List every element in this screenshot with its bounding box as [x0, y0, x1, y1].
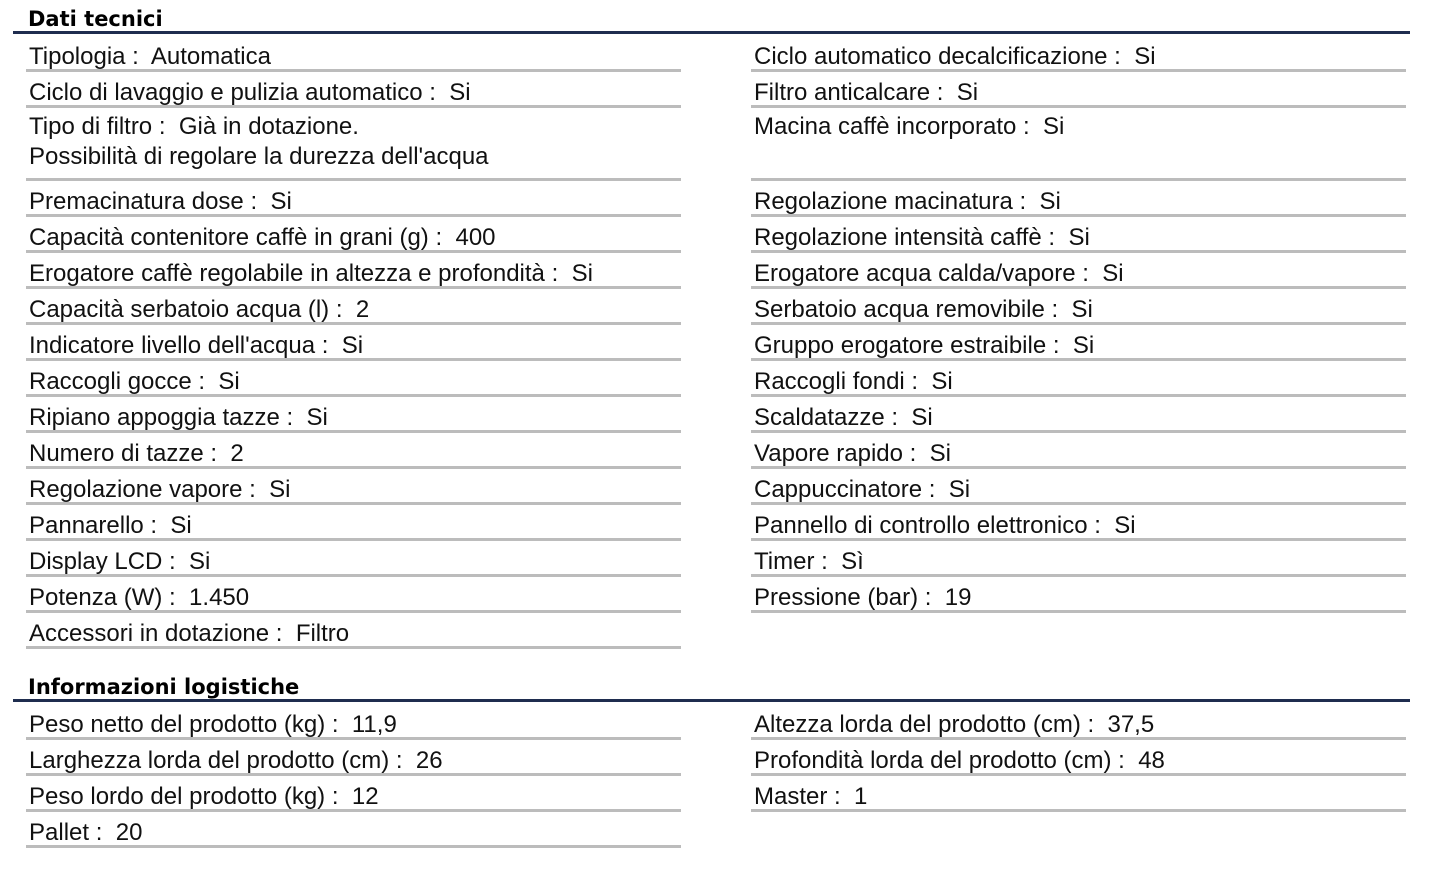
- spec-value: Si: [341, 332, 364, 359]
- spec-value: Si: [270, 188, 292, 215]
- spec-line: [29, 403, 681, 432]
- spec-separator: :: [162, 584, 190, 611]
- spec-line: [754, 782, 1406, 811]
- spec-text: [29, 397, 681, 432]
- technical-right-column: [751, 36, 1406, 613]
- spec-separator: :: [1111, 747, 1139, 774]
- spec-label: Display LCD: [29, 548, 163, 575]
- spec-label: Pannarello: [29, 512, 144, 539]
- spec-row: [26, 361, 681, 397]
- spec-label: Regolazione vapore: [29, 476, 243, 503]
- spec-label: Indicatore livello dell'acqua: [29, 332, 316, 359]
- spec-value: Si: [1043, 113, 1065, 140]
- spec-separator: :: [143, 512, 171, 539]
- spec-text: [754, 577, 1406, 612]
- section-title-technical: Dati tecnici: [28, 7, 163, 31]
- spec-separator: :: [89, 819, 116, 846]
- spec-label: Regolazione intensità caffè: [754, 224, 1042, 251]
- spec-separator: :: [1016, 113, 1044, 140]
- spec-line: [29, 367, 681, 396]
- spec-label: Serbatoio acqua removibile: [754, 296, 1045, 323]
- spec-row: [751, 433, 1406, 469]
- spec-value: Si: [911, 404, 933, 431]
- spec-label: Accessori in dotazione: [29, 620, 270, 647]
- spec-separator: :: [1080, 711, 1108, 738]
- spec-value: 48: [1138, 747, 1165, 774]
- spec-label: Capacità contenitore caffè in grani (g): [29, 224, 429, 251]
- spec-text: [29, 433, 681, 468]
- spec-row: [751, 181, 1406, 217]
- spec-row: [26, 740, 681, 776]
- spec-text: [754, 181, 1406, 216]
- spec-row: [26, 577, 681, 613]
- spec-value: 400: [455, 224, 496, 251]
- spec-row: [26, 289, 681, 325]
- spec-separator: :: [904, 368, 932, 395]
- spec-row: [26, 704, 681, 740]
- spec-value: Si: [948, 476, 971, 503]
- spec-value: Si: [269, 476, 291, 503]
- spec-separator: :: [930, 79, 957, 106]
- spec-separator: :: [1087, 512, 1115, 539]
- spec-line: [754, 112, 1406, 142]
- spec-label: Raccogli gocce: [29, 368, 192, 395]
- spec-separator: :: [918, 584, 945, 611]
- spec-separator: :: [422, 79, 450, 106]
- spec-row: [26, 397, 681, 433]
- title-divider: [13, 699, 1410, 702]
- spec-line: [754, 475, 1406, 504]
- spec-value: Si: [189, 548, 211, 575]
- spec-value: Si: [1068, 224, 1090, 251]
- spec-text: [29, 108, 681, 172]
- spec-value: Si: [306, 404, 328, 431]
- spec-label: Erogatore caffè regolabile in altezza e profondità: [29, 260, 545, 287]
- spec-separator: :: [125, 43, 151, 70]
- spec-row: [751, 541, 1406, 577]
- spec-separator: :: [325, 711, 352, 738]
- spec-line: [29, 223, 681, 252]
- spec-line: [29, 583, 681, 612]
- spec-text: [754, 505, 1406, 540]
- spec-label: Capacità serbatoio acqua (l): [29, 296, 330, 323]
- spec-line: [29, 78, 681, 107]
- spec-text: [754, 72, 1406, 107]
- spec-row: [26, 541, 681, 577]
- spec-row: [26, 217, 681, 253]
- spec-row: [751, 397, 1406, 433]
- spec-label: Profondità lorda del prodotto (cm): [754, 747, 1112, 774]
- spec-line: [29, 187, 681, 216]
- spec-separator: :: [1044, 296, 1072, 323]
- spec-separator: :: [1012, 188, 1040, 215]
- spec-label: Premacinatura dose: [29, 188, 244, 215]
- spec-label: Gruppo erogatore estraibile: [754, 332, 1047, 359]
- logistics-right-column: [751, 704, 1406, 812]
- spec-label: Larghezza lorda del prodotto (cm): [29, 747, 390, 774]
- spec-row: [26, 613, 681, 649]
- spec-label: Macina caffè incorporato: [754, 113, 1017, 140]
- spec-row: [26, 776, 681, 812]
- section-title-logistics: Informazioni logistiche: [28, 675, 300, 699]
- spec-text: [754, 740, 1406, 775]
- spec-text: [754, 217, 1406, 252]
- spec-value: Si: [1071, 296, 1093, 323]
- spec-value: 37,5: [1107, 711, 1155, 738]
- spec-label: Pallet: [29, 819, 90, 846]
- spec-line: [29, 710, 681, 739]
- spec-line: [29, 818, 681, 847]
- spec-separator: :: [162, 548, 190, 575]
- spec-value: Si: [1134, 43, 1156, 70]
- spec-text: [29, 541, 681, 576]
- spec-value: 20: [115, 819, 143, 846]
- spec-text: [754, 253, 1406, 288]
- spec-value: Si: [956, 79, 979, 106]
- spec-row: [751, 740, 1406, 776]
- spec-text: [29, 740, 681, 775]
- spec-label: Filtro anticalcare: [754, 79, 931, 106]
- spec-text: [754, 397, 1406, 432]
- spec-separator: :: [325, 783, 352, 810]
- spec-text: [29, 289, 681, 324]
- spec-separator: :: [814, 548, 842, 575]
- spec-line: [29, 112, 681, 142]
- spec-line: [754, 710, 1406, 739]
- spec-value: Si: [571, 260, 593, 287]
- spec-line: [29, 619, 681, 648]
- spec-label: Master: [754, 783, 828, 810]
- spec-line: [29, 547, 681, 576]
- spec-value: Automatica: [150, 43, 271, 70]
- spec-separator: :: [884, 404, 912, 431]
- spec-separator: :: [242, 476, 270, 503]
- spec-row: [751, 469, 1406, 505]
- spec-extra-line: Possibilità di regolare la durezza dell'acqua: [29, 143, 489, 170]
- spec-value: Si: [218, 368, 240, 395]
- spec-row: [751, 289, 1406, 325]
- spec-row: [751, 577, 1406, 613]
- spec-separator: :: [389, 747, 416, 774]
- spec-text: [29, 217, 681, 252]
- spec-label: Scaldatazze: [754, 404, 885, 431]
- spec-separator: :: [428, 224, 456, 251]
- spec-label: Peso lordo del prodotto (kg): [29, 783, 326, 810]
- spec-text: [754, 541, 1406, 576]
- spec-value: 2: [230, 440, 244, 467]
- spec-value: Si: [170, 512, 192, 539]
- spec-line: [754, 42, 1406, 71]
- spec-label: Regolazione macinatura: [754, 188, 1013, 215]
- spec-row: [26, 253, 681, 289]
- spec-value: 19: [944, 584, 972, 611]
- spec-value: 1.450: [189, 584, 250, 611]
- spec-text: [754, 704, 1406, 739]
- spec-line: [754, 746, 1406, 775]
- spec-row: [26, 433, 681, 469]
- spec-line: [754, 78, 1406, 107]
- spec-label: Peso netto del prodotto (kg): [29, 711, 326, 738]
- spec-label: Timer: [754, 548, 815, 575]
- spec-label: Raccogli fondi: [754, 368, 905, 395]
- technical-left-column: [26, 36, 681, 649]
- spec-line: [29, 439, 681, 468]
- spec-row: [26, 72, 681, 108]
- spec-text: [29, 181, 681, 216]
- spec-label: Ciclo automatico decalcificazione: [754, 43, 1108, 70]
- spec-row: [26, 469, 681, 505]
- spec-row: [751, 361, 1406, 397]
- spec-text: [754, 776, 1406, 811]
- spec-line: [754, 583, 1406, 612]
- spec-label: Ciclo di lavaggio e pulizia automatico: [29, 79, 423, 106]
- spec-separator: :: [191, 368, 219, 395]
- title-divider: [13, 31, 1410, 34]
- spec-row: [751, 253, 1406, 289]
- spec-separator: :: [544, 260, 572, 287]
- spec-value: Si: [1102, 260, 1124, 287]
- spec-text: [29, 505, 681, 540]
- spec-text: [29, 325, 681, 360]
- spec-line: [754, 511, 1406, 540]
- spec-row: [751, 325, 1406, 361]
- spec-value: 26: [415, 747, 443, 774]
- spec-row: [26, 505, 681, 541]
- spec-text: [29, 613, 681, 648]
- spec-line: [29, 331, 681, 360]
- spec-row: [751, 36, 1406, 72]
- spec-value: Già in dotazione.: [178, 113, 359, 140]
- spec-separator: :: [203, 440, 231, 467]
- spec-separator: :: [1046, 332, 1073, 359]
- spec-text: [29, 577, 681, 612]
- spec-value: Si: [1039, 188, 1061, 215]
- logistics-left-column: [26, 704, 681, 848]
- spec-separator: :: [1041, 224, 1069, 251]
- spec-line: [754, 295, 1406, 324]
- spec-separator: :: [243, 188, 271, 215]
- spec-line: [29, 782, 681, 811]
- spec-value: Filtro: [295, 620, 350, 647]
- spec-line: [29, 511, 681, 540]
- spec-label: Cappuccinatore: [754, 476, 923, 503]
- spec-separator: :: [1075, 260, 1103, 287]
- spec-separator: :: [922, 476, 949, 503]
- spec-line: [754, 403, 1406, 432]
- spec-text: [754, 325, 1406, 360]
- spec-label: Potenza (W): [29, 584, 163, 611]
- spec-line: [754, 187, 1406, 216]
- spec-row: [751, 108, 1406, 181]
- spec-line: [29, 475, 681, 504]
- spec-row: [26, 36, 681, 72]
- spec-row: [26, 181, 681, 217]
- spec-line: [754, 259, 1406, 288]
- spec-line: [754, 331, 1406, 360]
- spec-value: Si: [449, 79, 471, 106]
- spec-line: [754, 439, 1406, 468]
- spec-text: [754, 361, 1406, 396]
- spec-label: Numero di tazze: [29, 440, 204, 467]
- spec-row: [751, 704, 1406, 740]
- spec-label: Erogatore acqua calda/vapore: [754, 260, 1076, 287]
- spec-value: Si: [931, 368, 953, 395]
- spec-value: Si: [1072, 332, 1095, 359]
- spec-label: Ripiano appoggia tazze: [29, 404, 280, 431]
- spec-value: 2: [355, 296, 370, 323]
- spec-row: [751, 217, 1406, 253]
- spec-label: Vapore rapido: [754, 440, 903, 467]
- spec-line: [754, 547, 1406, 576]
- spec-text: [29, 704, 681, 739]
- spec-label: Pannello di controllo elettronico: [754, 512, 1088, 539]
- spec-value: Si: [1114, 512, 1136, 539]
- spec-value: 1: [854, 783, 868, 810]
- spec-text: [754, 469, 1406, 504]
- spec-separator: :: [1107, 43, 1135, 70]
- spec-label: Altezza lorda del prodotto (cm): [754, 711, 1081, 738]
- spec-value: 12: [351, 783, 379, 810]
- spec-row: [26, 325, 681, 361]
- spec-row: [751, 505, 1406, 541]
- spec-separator: :: [279, 404, 307, 431]
- spec-separator: :: [329, 296, 356, 323]
- spec-text: [754, 433, 1406, 468]
- spec-line: [754, 367, 1406, 396]
- spec-separator: :: [903, 440, 930, 467]
- spec-value: Si: [929, 440, 952, 467]
- spec-label: Tipologia: [29, 43, 126, 70]
- spec-text: [29, 36, 681, 71]
- spec-separator: :: [269, 620, 296, 647]
- spec-value: 11,9: [351, 711, 397, 738]
- spec-text: [29, 253, 681, 288]
- spec-label: Tipo di filtro: [29, 113, 153, 140]
- spec-separator: :: [315, 332, 342, 359]
- spec-line: [29, 295, 681, 324]
- spec-row: [26, 108, 681, 181]
- spec-label: Pressione (bar): [754, 584, 919, 611]
- spec-text: [754, 36, 1406, 71]
- spec-row: [26, 812, 681, 848]
- spec-text: [29, 361, 681, 396]
- spec-text: [754, 108, 1406, 142]
- spec-text: [29, 776, 681, 811]
- spec-text: [29, 469, 681, 504]
- spec-text: [754, 289, 1406, 324]
- spec-separator: :: [827, 783, 855, 810]
- spec-line: [29, 746, 681, 775]
- spec-separator: :: [152, 113, 179, 140]
- spec-text: [29, 72, 681, 107]
- spec-row: [751, 72, 1406, 108]
- spec-value: Sì: [841, 548, 864, 575]
- spec-line: [754, 223, 1406, 252]
- spec-line: [29, 42, 681, 71]
- spec-row: [751, 776, 1406, 812]
- spec-line: [29, 259, 681, 288]
- spec-text: [29, 812, 681, 847]
